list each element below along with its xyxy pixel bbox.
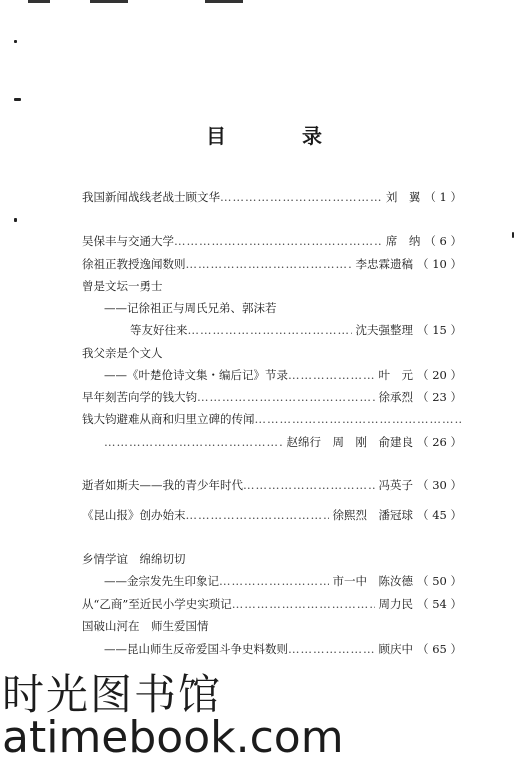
toc-entry: 从“乙商”至近民小学史实琐记 ………………………………………………………………………………………… 周力民 （ 54 ）	[82, 595, 462, 613]
scan-edge-mark	[28, 0, 50, 3]
scan-speck	[14, 40, 17, 43]
page-title: 目 录	[206, 124, 350, 148]
toc-entry: 早年刻苦向学的钱大钧 ………………………………………………………………………………………… 徐承烈 （ 23 ）	[82, 388, 462, 406]
toc-entry: 等友好往来 ………………………………………………………………………………………… 沈夫强整理 （ 15 ）	[82, 321, 462, 339]
toc-entry: 我父亲是个文人	[82, 346, 163, 360]
toc-entry: 曾是文坛一勇士	[82, 279, 163, 293]
toc-entry: 《昆山报》创办始末 ………………………………………………………………………………………… 徐熙烈 潘冠球 （ 45 ）	[82, 506, 462, 524]
toc-entry: ——昆山师生反帝爱国斗争史料数则 ………………………………………………………………………………………… 顾庆中 （ 65 ）	[82, 640, 462, 658]
scan-edge-mark	[205, 0, 243, 3]
scan-edge-mark	[90, 0, 128, 3]
toc-entry: 我国新闻战线老战士顾文华 ………………………………………………………………………………………… 刘 翼 （ 1 ）	[82, 188, 462, 206]
toc-entry: 逝者如斯夫——我的青少年时代 ………………………………………………………………………………………… 冯英子 （ 30 ）	[82, 476, 462, 494]
toc-entry: 徐祖正教授逸闻数则 ………………………………………………………………………………………… 李忠霖遗稿 （ 10 ）	[82, 255, 462, 273]
toc-entry: 国破山河在 师生爱国情	[82, 619, 209, 633]
toc-entry: 钱大钧避难从商和归里立碑的传闻 …………………………………………………………………………………………	[82, 410, 462, 428]
watermark-text: 时光图书馆	[2, 670, 223, 719]
scan-speck	[512, 232, 514, 238]
toc-entry: 吴保丰与交通大学 ………………………………………………………………………………………… 席 纳 （ 6 ）	[82, 232, 462, 250]
toc-entry-subtitle: ——记徐祖正与周氏兄弟、郭沫若	[104, 301, 277, 315]
toc-entry: ………………………………………………………………………………………… 赵绵行 周 刚 俞建良 （ 26 ）	[82, 433, 462, 451]
scan-speck	[14, 218, 17, 222]
scan-speck	[14, 98, 21, 101]
toc-entry: ——《叶楚伧诗文集・编后记》节录 ………………………………………………………………………………………… 叶 元 （ 20 ）	[82, 366, 462, 384]
toc-entry: 乡情学谊 绵绵切切	[82, 552, 186, 566]
watermark-url: atimebook.com	[2, 712, 344, 763]
toc-entry: ——金宗发先生印象记 ………………………………………………………………………………………… 市一中 陈汝德 （ 50 ）	[82, 572, 462, 590]
